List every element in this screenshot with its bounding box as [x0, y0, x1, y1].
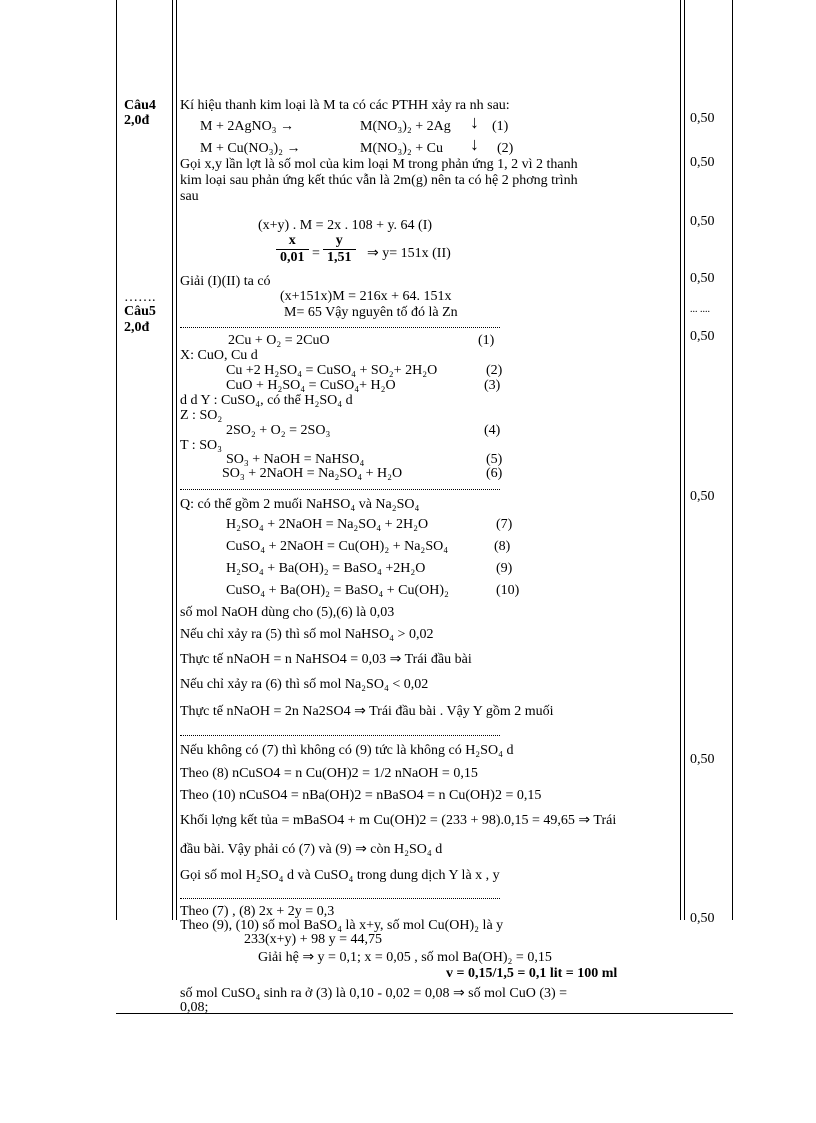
equation: SO₃ + NaOH = NaHSO₄ [226, 452, 365, 467]
table-border-bottom [116, 1013, 733, 1014]
equation-number: (6) [486, 466, 503, 481]
text-line: Giải hệ ⇒ y = 0,1; x = 0,05 , số mol Ba(OH)₂ = 0,15 [258, 950, 552, 965]
text-line: Thực tế nNaOH = n NaHSO4 = 0,03 ⇒ Trái đầu bài [180, 652, 472, 667]
score: 0,50 [690, 271, 715, 286]
text-line: số mol CuSO₄ sinh ra ở (3) là 0,10 - 0,02 = 0,08 ⇒ số mol CuO (3) = [180, 986, 568, 1001]
text-line: Nếu chỉ xảy ra (5) thì số mol NaHSO₄ > 0,02 [180, 627, 434, 642]
equation: (x+y) . M = 2x . 108 + y. 64 (I) [258, 218, 433, 233]
table-border-left [116, 0, 117, 920]
fraction-denominator: 0,01 [280, 250, 305, 265]
equation-number: (1) [478, 333, 495, 348]
result-line: v = 0,15/1,5 = 0,1 lit = 100 ml [446, 966, 618, 981]
table-border-right [732, 0, 733, 920]
equation: H₂SO₄ + Ba(OH)₂ = BaSO₄ +2H₂O [226, 561, 426, 576]
question-4-points: 2,0đ [124, 113, 150, 128]
question-5-points: 2,0đ [124, 320, 150, 335]
text-line: Nếu chỉ xảy ra (6) thì số mol Na₂SO₄ < 0,02 [180, 677, 429, 692]
equation-number: (1) [492, 119, 509, 134]
fraction-denominator: 1,51 [327, 250, 352, 265]
text-line: X: CuO, Cu d [180, 348, 258, 363]
text-line: M= 65 Vậy nguyên tố đó là Zn [284, 305, 458, 320]
equation-number: (5) [486, 452, 503, 467]
equation-number: (9) [496, 561, 513, 576]
equals-sign: = [312, 246, 320, 261]
fraction-numerator: y [323, 233, 356, 250]
fraction-y [323, 233, 356, 266]
text-line: sau [180, 189, 199, 204]
equation: M + Cu(NO₃)₂ → [200, 141, 301, 156]
text-line: Kí hiệu thanh kim loại là M ta có các PTHH xảy ra nh sau: [180, 98, 510, 113]
down-arrow-icon: ↓ [470, 112, 479, 132]
equation-number: (2) [486, 363, 503, 378]
equation: H₂SO₄ + 2NaOH = Na₂SO₄ + 2H₂O [226, 517, 429, 532]
fraction-x [276, 233, 309, 266]
text-line: 0,08; [180, 1000, 209, 1015]
score: 0,50 [690, 111, 715, 126]
score: 0,50 [690, 214, 715, 229]
text-line: Thực tế nNaOH = 2n Na2SO4 ⇒ Trái đầu bài . Vậy Y gồm 2 muối [180, 704, 554, 719]
text-line: Gọi x,y lần lợt là số mol của kim loại M trong phản ứng 1, 2 vì 2 thanh [180, 157, 578, 172]
score: 0,50 [690, 489, 715, 504]
text-line: đầu bài. Vậy phải có (7) và (9) ⇒ còn H₂SO₄ d [180, 842, 443, 857]
dotted-separator [180, 489, 500, 490]
text-line: kim loại sau phản ứng kết thúc vẫn là 2m(g) nên ta có hệ 2 phơng trình [180, 173, 578, 188]
equation: CuSO₄ + 2NaOH = Cu(OH)₂ + Na₂SO₄ [226, 539, 449, 554]
dotted-separator [180, 735, 500, 736]
question-4-label: Câu4 [124, 98, 156, 113]
score: 0,50 [690, 155, 715, 170]
text-line: Nếu không có (7) thì không có (9) tức là không có H₂SO₄ d [180, 743, 514, 758]
equation-number: (4) [484, 423, 501, 438]
text-line: T : SO₃ [180, 438, 222, 453]
text-line: Z : SO₂ [180, 408, 223, 423]
equation: M(NO₃)₂ + Cu [360, 141, 443, 156]
table-border-col1 [172, 0, 173, 920]
text-line: Giải (I)(II) ta có [180, 274, 271, 289]
equation: CuSO₄ + Ba(OH)₂ = BaSO₄ + Cu(OH)₂ [226, 583, 449, 598]
score: 0,50 [690, 752, 715, 767]
equation-number: (3) [484, 378, 501, 393]
fraction-numerator: x [276, 233, 309, 250]
equation: CuO + H₂SO₄ = CuSO₄+ H₂O [226, 378, 396, 393]
table-border-col2 [680, 0, 681, 920]
score: 0,50 [690, 911, 715, 926]
text-line: Theo (9), (10) số mol BaSO₄ là x+y, số mol Cu(OH)₂ là y [180, 918, 504, 933]
text-line: Q: có thể gồm 2 muối NaHSO₄ và Na₂SO₄ [180, 497, 420, 512]
text-line: Khối lợng kết tủa = mBaSO4 + m Cu(OH)2 = (233 + 98).0,15 = 49,65 ⇒ Trái [180, 813, 617, 828]
text-line: Theo (10) nCuSO4 = nBa(OH)2 = nBaSO4 = n Cu(OH)2 = 0,15 [180, 788, 542, 803]
equation: SO₃ + 2NaOH = Na₂SO₄ + H₂O [222, 466, 403, 481]
equation: 233(x+y) + 98 y = 44,75 [244, 932, 383, 947]
text-line: d d Y : CuSO₄, có thể H₂SO₄ d [180, 393, 353, 408]
down-arrow-icon: ↓ [470, 134, 479, 154]
equation-number: (8) [494, 539, 511, 554]
equation-number: (2) [497, 141, 514, 156]
text-line: Theo (8) nCuSO4 = n Cu(OH)2 = 1/2 nNaOH = 0,15 [180, 766, 478, 781]
equation: M(NO₃)₂ + 2Ag [360, 119, 451, 134]
equation-number: (7) [496, 517, 513, 532]
dotted-separator [180, 327, 500, 328]
separator-dots: ……. [124, 290, 156, 305]
equation: Cu +2 H₂SO₄ = CuSO₄ + SO₂+ 2H₂O [226, 363, 438, 378]
equation: M + 2AgNO₃ → [200, 119, 295, 134]
equation: 2Cu + O₂ = 2CuO [228, 333, 330, 348]
score-dots: ... .... [690, 304, 710, 315]
table-border-col1b [176, 0, 177, 920]
equation: ⇒ y= 151x (II) [367, 246, 451, 261]
text-line: số mol NaOH dùng cho (5),(6) là 0,03 [180, 605, 395, 620]
equation-number: (10) [496, 583, 520, 598]
score: 0,50 [690, 329, 715, 344]
equation: (x+151x)M = 216x + 64. 151x [280, 289, 452, 304]
question-5-label: Câu5 [124, 304, 156, 319]
dotted-separator [180, 898, 500, 899]
equation: 2SO₂ + O₂ = 2SO₃ [226, 423, 331, 438]
text-line: Gọi số mol H₂SO₄ d và CuSO₄ trong dung dịch Y là x , y [180, 868, 500, 883]
text-line: Theo (7) , (8) 2x + 2y = 0,3 [180, 904, 335, 919]
table-border-col2b [684, 0, 685, 920]
